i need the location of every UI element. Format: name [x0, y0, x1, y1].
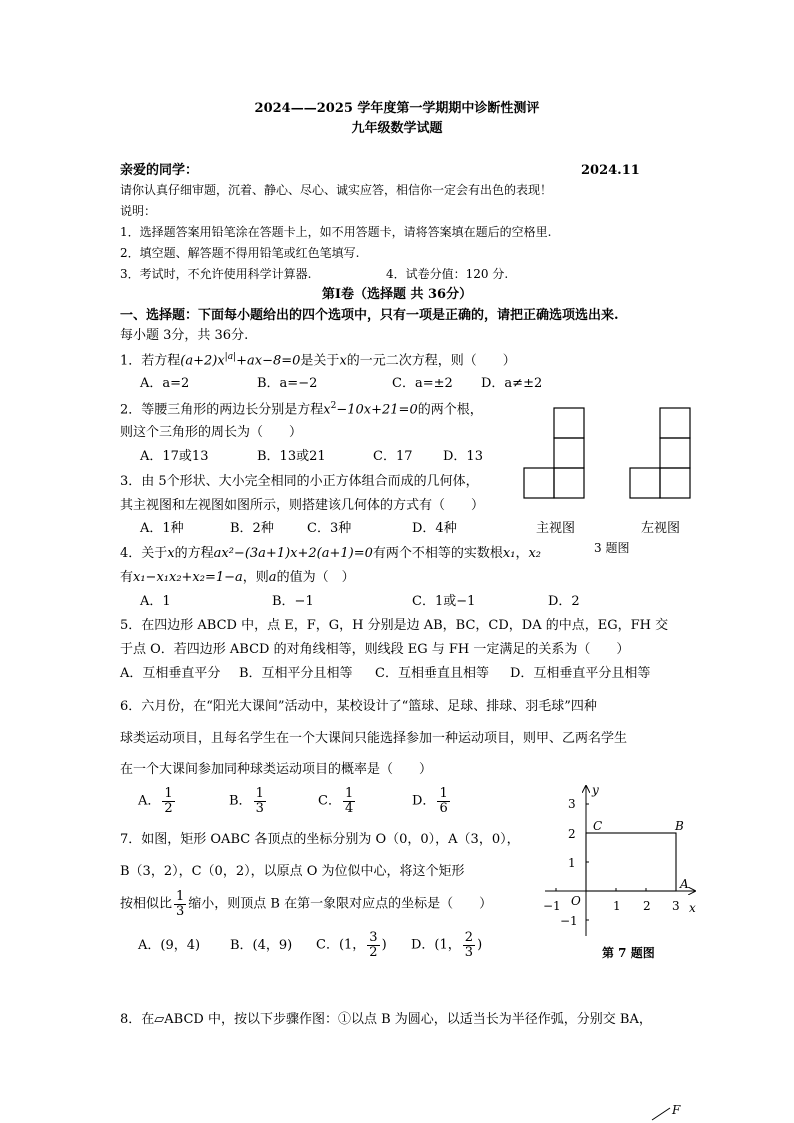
- notes-label: 说明：: [120, 204, 157, 218]
- q3-line1: 3．由 5个形状、大小完全相同的小正方体组合而成的几何体，: [120, 474, 479, 489]
- section-sub: 每小题 3分，共 36分.: [120, 328, 249, 343]
- origin-label: O: [571, 894, 581, 908]
- q7-option-a: A．(9，4): [138, 938, 201, 953]
- q3-option-a: A．1种: [140, 521, 184, 536]
- exam-subtitle: 九年级数学试题: [351, 121, 443, 136]
- point-b-label: B: [675, 819, 684, 833]
- left-view-square: [660, 408, 690, 438]
- left-view-square: [660, 438, 690, 468]
- main-view-square: [524, 468, 554, 498]
- q7-line1: 7．如图，矩形 OABC 各顶点的坐标分别为 O（0，0），A（3，0），: [120, 832, 520, 847]
- note-4: 4．试卷分值：120 分.: [386, 267, 509, 281]
- q3-line2: 其主视图和左视图如图所示，则搭建该几何体的方式有（ ）: [120, 498, 485, 513]
- q2-stem: 2．等腰三角形的两边长分别是方程$x^2-10x+21=0$的两个根，: [120, 401, 483, 418]
- q7-line2: B（3，2），C（0，2），以原点 O 为位似中心，将这个矩形: [120, 864, 465, 879]
- q6-line1: 6．六月份，在“阳光大课间”活动中，某校设计了“篮球、足球、排球、羽毛球”四种: [120, 699, 597, 714]
- part1-title: 第Ⅰ卷（选择题 共 36分）: [321, 287, 473, 302]
- section-heading: 一、选择题：下面每小题给出的四个选项中，只有一项是正确的，请把正确选项选出来.: [120, 308, 619, 323]
- q8-line1: 8．在▱ABCD 中，按以下步骤作图：①以点 B 为圆心，以适当长为半径作弧，分别交 BA，: [120, 1012, 652, 1027]
- q6-option-a: A． $\frac{1}{2}$: [138, 786, 173, 816]
- q3-fig-label: 3 题图: [594, 541, 630, 555]
- q5-option-b: B．互相平分且相等: [239, 666, 353, 681]
- y-tick-label: −1: [560, 914, 578, 928]
- q5-line2: 于点 O．若四边形 ABCD 的对角线相等，则线段 EG 与 FH 一定满足的关系为（ ）: [120, 642, 630, 657]
- q1-option-b: B．a=−2: [257, 376, 318, 391]
- q3-option-c: C．3种: [307, 521, 352, 536]
- main-view-label: 主视图: [536, 521, 576, 536]
- q6-line2: 球类运动项目，且每名学生在一个大课间只能选择参加一种运动项目，则甲、乙两名学生: [120, 731, 628, 746]
- footer-mark: [650, 1102, 690, 1122]
- q4-option-d: D．2: [548, 594, 580, 609]
- y-tick-label: 2: [568, 827, 576, 841]
- q1-option-c: C．a=±2: [392, 376, 453, 391]
- x-tick-label: 1: [613, 899, 621, 913]
- q7-line3: 按相似比 $\frac{1}{3}$ 缩小，则顶点 B 在第一象限对应点的坐标是（ ）: [120, 889, 493, 919]
- q6-option-b: B． $\frac{1}{3}$: [229, 786, 264, 816]
- left-view-label: 左视图: [641, 521, 681, 536]
- y-tick-label: 1: [568, 856, 576, 870]
- q3-option-b: B．2种: [230, 521, 274, 536]
- x-axis-label: x: [689, 901, 696, 915]
- main-view-square: [554, 408, 584, 438]
- q7-option-c: C．(1， $\frac{3}{2}$ ): [316, 930, 387, 960]
- main-view-square: [554, 468, 584, 498]
- q4-stem: 4．关于x的方程ax²−(3a+1)x+2(a+1)=0有两个不相等的实数根x₁，x₂: [120, 546, 541, 561]
- footer-mark-label: F: [672, 1103, 681, 1117]
- note-2: 2．填空题、解答题不得用铅笔或红色笔填写.: [120, 246, 360, 260]
- q7-option-b: B．(4，9): [230, 938, 293, 953]
- greeting: 亲爱的同学：: [120, 163, 199, 178]
- main-view-square: [554, 438, 584, 468]
- q5-line1: 5．在四边形 ABCD 中，点 E，F，G，H 分别是边 AB，BC，CD，DA 的中点，EG，FH 交: [120, 618, 669, 633]
- q4-line2: 有x₁−x₁x₂+x₂=1−a，则a的值为（ ）: [120, 570, 355, 585]
- q7-fig-label: 第 7 题图: [602, 946, 655, 960]
- point-c-label: C: [593, 819, 603, 833]
- q6-option-d: D． $\frac{1}{6}$: [412, 786, 448, 816]
- q6-option-c: C． $\frac{1}{4}$: [318, 786, 354, 816]
- q3-figure: [522, 404, 694, 500]
- x-tick-label: −1: [543, 899, 561, 913]
- note-3: 3．考试时，不允许使用科学计算器.: [120, 267, 312, 281]
- note-1: 1．选择题答案用铅笔涂在答题卡上，如不用答题卡，请将答案填在题后的空格里.: [120, 225, 552, 239]
- q5-option-d: D．互相垂直平分且相等: [510, 666, 651, 681]
- y-tick-label: 3: [568, 797, 576, 811]
- q4-option-c: C．1或−1: [412, 594, 476, 609]
- q5-option-c: C．互相垂直且相等: [375, 666, 489, 681]
- q7-option-d: D．(1， $\frac{2}{3}$ ): [411, 930, 483, 960]
- q4-option-a: A．1: [140, 594, 171, 609]
- exam-date: 2024.11: [581, 163, 640, 178]
- q2-option-a: A．17或13: [140, 449, 209, 464]
- x-tick-label: 3: [672, 899, 680, 913]
- q2-option-b: B．13或21: [257, 449, 326, 464]
- rectangle-oabc: [586, 833, 676, 891]
- q1-option-d: D．a≠±2: [481, 376, 543, 391]
- q3-option-d: D．4种: [412, 521, 457, 536]
- exam-title: 2024——2025 学年度第一学期期中诊断性测评: [254, 101, 540, 116]
- q5-option-a: A．互相垂直平分: [120, 666, 221, 681]
- q1-stem: 1．若方程$(a+2)x^{|a|}+ax-8=0$是关于x的一元二次方程，则（ ）: [120, 352, 516, 369]
- x-tick-label: 2: [643, 899, 651, 913]
- point-a-label: A: [680, 877, 689, 891]
- q2-option-c: C．17: [373, 449, 413, 464]
- q1-option-a: A．a=2: [140, 376, 190, 391]
- q7-graph: [535, 778, 705, 938]
- q2-line2: 则这个三角形的周长为（ ）: [120, 425, 303, 440]
- y-axis-label: y: [592, 783, 599, 797]
- q2-option-d: D．13: [443, 449, 483, 464]
- intro-line: 请你认真仔细审题，沉着、静心、尽心、诚实应答，相信你一定会有出色的表现！: [120, 183, 553, 197]
- q6-line3: 在一个大课间参加同种球类运动项目的概率是（ ）: [120, 762, 433, 777]
- q4-option-b: B．−1: [272, 594, 314, 609]
- left-view-square: [630, 468, 660, 498]
- left-view-square: [660, 468, 690, 498]
